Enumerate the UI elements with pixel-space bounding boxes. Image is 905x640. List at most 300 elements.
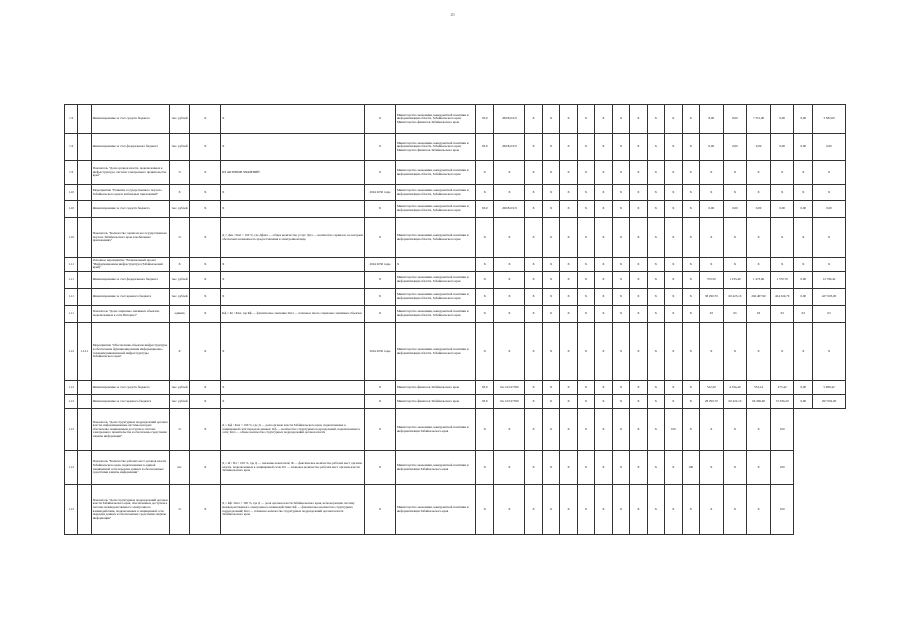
cell-x10: Х [682,185,699,201]
cell-x5: Х [595,451,612,485]
cell-x10: 100 [682,451,699,485]
cell-total: Х [812,258,845,272]
cell-x2: Х [542,272,559,289]
cell-subcode [78,218,91,258]
cell-y2024: 38 290,70 [699,289,723,306]
cell-x2: Х [542,409,559,451]
cell-x6: Х [612,306,629,323]
cell-x2: Х [542,201,559,218]
cell-total: Х [812,161,845,185]
cell-x3: Х [560,134,577,161]
cell-budget-code: Х [494,451,525,485]
cell-y2028: 0,00 [794,289,812,306]
cell-code: 1.10 [65,201,78,218]
cell-total: 0,00 [812,134,845,161]
cell-x5: Х [595,258,612,272]
cell-x9: Х [665,272,682,289]
cell-period: Х [365,218,396,258]
table-row [65,185,846,201]
cell-x8: Х [647,409,664,451]
cell-subcode [78,161,91,185]
cell-x6: Х [612,134,629,161]
table-row [65,201,846,218]
cell-formula: Кф = Кс / Кпл, где Кф — фактическое значение; Кпл — плановое число социально значимых объектов [221,306,365,323]
cell-subcode [78,306,91,323]
cell-code: 1.12 [65,409,78,451]
cell-y2027: Х [770,161,794,185]
cell-formula-type: Х [190,161,221,185]
cell-x1: Х [525,161,542,185]
cell-y2025: Х [723,485,747,535]
cell-code: 1.12 [65,381,78,395]
cell-ministry-code: Х [475,409,493,451]
cell-x7: Х [630,323,647,381]
cell-formula-type: Х [190,201,221,218]
cell-x2: Х [542,323,559,381]
cell-x6: Х [612,258,629,272]
cell-ministry-code: Х [475,185,493,201]
cell-budget-code: 04.1.03.27590 [494,381,525,395]
cell-x1: Х [525,381,542,395]
cell-x8: Х [647,306,664,323]
cell-subcode [78,381,91,395]
cell-x3: Х [560,395,577,409]
cell-x4: Х [577,105,594,134]
cell-period: 2024 2030 годы [365,258,396,272]
cell-formula: Х [221,289,365,306]
cell-budget-code: Х [494,485,525,535]
cell-subcode [78,395,91,409]
cell-x8: Х [647,395,664,409]
cell-y2026: 66 396,60 [747,395,771,409]
cell-y2028: 0,00 [794,395,812,409]
cell-x5: Х [595,201,612,218]
cell-x4: Х [577,485,594,535]
cell-unit: % [169,409,190,451]
cell-code: 1.12 [65,323,78,381]
cell-x9: Х [665,134,682,161]
cell-y2026: Х [747,218,771,258]
cell-x8: Х [647,381,664,395]
cell-x8: Х [647,201,664,218]
cell-x9: Х [665,289,682,306]
cell-budget-code: 269/8,0/2/9 [494,134,525,161]
cell-y2027: Х [770,185,794,201]
table-row [65,323,846,381]
cell-x1: Х [525,272,542,289]
cell-y2024: 370,50 [699,272,723,289]
cell-x5: Х [595,185,612,201]
cell-period: Х [365,485,396,535]
cell-x1: Х [525,218,542,258]
cell-x4: Х [577,185,594,201]
cell-formula-type: Х [190,306,221,323]
cell-x10: Х [682,272,699,289]
cell-name: Финансирование за счет краевого бюджета [91,395,169,409]
cell-code: 1.11 [65,289,78,306]
cell-ministry-code: 93,9 [475,395,493,409]
cell-x9: Х [665,395,682,409]
cell-unit: тыс. рублей [169,105,190,134]
cell-code: 1.10 [65,218,78,258]
cell-formula: Х [221,185,365,201]
cell-budget-code: 269/8,0/2/9 [494,105,525,134]
cell-formula-type: Х [190,395,221,409]
cell-x6: Х [612,185,629,201]
cell-executor: Министерство экономики, конкурентной политики и информатизации области, Забайкальского края [395,323,475,381]
cell-formula: Х [221,201,365,218]
cell-y2027: 0,00 [770,105,794,134]
cell-total: 12 790,42 [812,272,845,289]
cell-x6: Х [612,323,629,381]
cell-x8: Х [647,105,664,134]
cell-x3: Х [560,409,577,451]
cell-total: 0,00 [812,201,845,218]
cell-executor: Министерство экономики, конкурентной политики и информатизации области, Забайкальского края; Министерство финансов Забайкальского края [395,105,475,134]
cell-unit: тыс. рублей [169,272,190,289]
cell-subcode [78,134,91,161]
cell-x4: Х [577,258,594,272]
cell-x4: Х [577,134,594,161]
cell-formula: Х [221,134,365,161]
cell-y2027: 100 [770,485,794,535]
cell-x7: Х [630,306,647,323]
cell-x1: Х [525,395,542,409]
cell-y2028: Х [794,185,812,201]
cell-y2025: 60 422,10 [723,395,747,409]
cell-period: Х [365,381,396,395]
cell-name: Показатель "Доля социально значимых объектов, подключенных к сети Интернет" [91,306,169,323]
cell-unit: % [169,161,190,185]
cell-subcode [78,185,91,201]
cell-x10: Х [682,381,699,395]
cell-x2: Х [542,485,559,535]
cell-x6: Х [612,485,629,535]
table-row [65,272,846,289]
cell-x7: Х [630,381,647,395]
cell-ministry-code: Х [475,451,493,485]
cell-x3: Х [560,306,577,323]
cell-x1: Х [525,201,542,218]
cell-x6: Х [612,161,629,185]
cell-executor: Министерство финансов Забайкальского края [395,395,475,409]
cell-ministry-code: Х [475,306,493,323]
cell-x6: Х [612,289,629,306]
cell-formula-type: Х [190,485,221,535]
cell-y2024: 28 290,70 [699,395,723,409]
cell-x10: Х [682,485,699,535]
cell-total: Х [812,185,845,201]
cell-y2025: Х [723,185,747,201]
cell-x2: Х [542,134,559,161]
cell-x9: Х [665,323,682,381]
cell-ministry-code: 93,9 [475,134,493,161]
cell-period: Х [365,395,396,409]
cell-y2028: Х [794,258,812,272]
table-row [65,258,846,272]
cell-name: Финансирование за счет средств бюджета [91,105,169,134]
cell-x7: Х [630,134,647,161]
cell-x4: Х [577,323,594,381]
cell-x1: Х [525,258,542,272]
cell-x1: Х [525,185,542,201]
cell-budget-code: Х [494,306,525,323]
cell-ministry-code: Х [475,218,493,258]
cell-x4: Х [577,218,594,258]
cell-code: 1.12 [65,395,78,409]
cell-y2028: 63 [794,306,812,323]
cell-budget-code: Х [494,272,525,289]
cell-y2025: 8,00 [723,105,747,134]
cell-x4: Х [577,289,594,306]
cell-x8: Х [647,485,664,535]
cell-x7: Х [630,185,647,201]
cell-y2027: Х [770,218,794,258]
cell-formula: Х [221,258,365,272]
cell-y2026: Х [747,258,771,272]
cell-executor: Министерство экономики, конкурентной политики и информатизации области, Забайкальского края [395,306,475,323]
cell-x3: Х [560,451,577,485]
cell-x7: Х [630,258,647,272]
cell-subcode [78,258,91,272]
cell-period: Х [365,201,396,218]
cell-formula: Х [221,395,365,409]
cell-x8: Х [647,451,664,485]
cell-x9: Х [665,185,682,201]
cell-x5: Х [595,134,612,161]
cell-executor: Министерство экономики, конкурентной политики и информатизации области, Забайкальского края [395,218,475,258]
cell-formula: Х [221,105,365,134]
cell-ministry-code: Х [475,272,493,289]
cell-ministry-code: Х [475,485,493,535]
cell-x6: Х [612,201,629,218]
cell-y2027: 0,00 [770,201,794,218]
cell-y2026: Х [747,409,771,451]
cell-x3: Х [560,289,577,306]
cell-x2: Х [542,218,559,258]
cell-y2024: Х [699,323,723,381]
table-row [65,395,846,409]
cell-x4: Х [577,381,594,395]
cell-y2025: Х [723,218,747,258]
table-row [65,381,846,395]
cell-unit: Х [169,258,190,272]
cell-x7: Х [630,272,647,289]
cell-total: 63 [812,306,845,323]
program-table [64,104,846,535]
cell-x7: Х [630,409,647,451]
cell-total: Х [812,323,845,381]
cell-x5: Х [595,306,612,323]
cell-y2027: Х [770,258,794,272]
cell-x10: Х [682,306,699,323]
cell-y2024: Х [699,409,723,451]
cell-subcode [78,272,91,289]
table-body [65,105,846,535]
cell-subcode [78,201,91,218]
cell-x4: Х [577,306,594,323]
cell-x1: Х [525,323,542,381]
cell-x4: Х [577,409,594,451]
cell-y2024: 63 [699,306,723,323]
cell-y2024: 0,00 [699,134,723,161]
cell-code: 1.9 [65,134,78,161]
cell-unit: Х [169,323,190,381]
cell-code: 1.11 [65,306,78,323]
cell-y2024: Х [699,185,723,201]
cell-y2024: Х [699,485,723,535]
table-row [65,218,846,258]
cell-y2027: 100 [770,451,794,485]
cell-formula-type: Х [190,409,221,451]
cell-x1: Х [525,451,542,485]
cell-x5: Х [595,289,612,306]
cell-executor: Министерство экономики, конкурентной политики и информатизации области, Забайкальского края [395,272,475,289]
cell-x2: Х [542,289,559,306]
cell-unit: тыс. рублей [169,381,190,395]
cell-total: 3 582,00 [812,105,845,134]
cell-formula: Д = Kф / Kпл × 100 %, где Д — доля органов власти Забайкальского края, подключенных к защищенной сети передачи данных; Kф — количество структурных подразделений, подключенных к сети; Kпл — общее количество структурных подразделений органов власти [221,409,365,451]
cell-x6: Х [612,451,629,485]
cell-budget-code: 04.1.03.27590 [494,395,525,409]
cell-x4: Х [577,451,594,485]
cell-name: Финансирование за счет краевого бюджета [91,289,169,306]
cell-x6: Х [612,381,629,395]
cell-x1: Х [525,409,542,451]
cell-x2: Х [542,381,559,395]
cell-x4: Х [577,395,594,409]
cell-y2025: Х [723,409,747,451]
cell-subcode [78,409,91,451]
cell-period: Х [365,451,396,485]
cell-y2028: 0,00 [794,105,812,134]
cell-y2027: 63 [770,306,794,323]
cell-y2024: Х [699,451,723,485]
cell-x3: Х [560,258,577,272]
cell-x8: Х [647,161,664,185]
cell-y2027: 0,00 [770,134,794,161]
cell-y2026: Х [747,451,771,485]
cell-executor: Министерство экономики, конкурентной политики и информатизации области, Забайкальского края; Министерство финансов Забайкальского края [395,134,475,161]
cell-x6: Х [612,395,629,409]
cell-budget-code: 269/8,0/2/9 [494,201,525,218]
cell-executor: Министерство экономики, конкурентной политики и информатизации области, Забайкальского края [395,161,475,185]
cell-budget-code: Х [494,218,525,258]
cell-unit: тыс. рублей [169,134,190,161]
cell-budget-code: Х [494,185,525,201]
cell-x7: Х [630,218,647,258]
cell-name: Финансирование за счет федерального бюджета [91,272,169,289]
cell-y2025: 1 233,40 [723,272,747,289]
cell-x4: Х [577,272,594,289]
cell-executor: Министерство экономики, конкурентной политики и информатизации Забайкальского края [395,485,475,535]
cell-x3: Х [560,323,577,381]
cell-total: 5 989,42 [812,381,845,395]
cell-x1: Х [525,289,542,306]
cell-total: Х [812,218,845,258]
cell-formula-type: Х [190,289,221,306]
cell-x3: Х [560,218,577,258]
cell-x9: Х [665,218,682,258]
cell-name: Мероприятие "Развитие государственного портала Забайкальского края и мобильных приложений" [91,185,169,201]
cell-formula-type: Х [190,185,221,201]
cell-unit: % [169,218,190,258]
cell-ministry-code: Х [475,289,493,306]
cell-period: Х [365,306,396,323]
cell-x5: Х [595,395,612,409]
cell-executor: Министерство экономики, конкурентной политики и информатизации области, Забайкальского края [395,289,475,306]
cell-x3: Х [560,161,577,185]
cell-x6: Х [612,272,629,289]
table-row [65,451,846,485]
cell-y2025: 60 423,10 [723,289,747,306]
cell-x7: Х [630,395,647,409]
cell-x8: Х [647,272,664,289]
cell-x8: Х [647,218,664,258]
cell-x3: Х [560,381,577,395]
cell-y2026: 1 473,60 [747,272,771,289]
cell-y2025: 63 [723,306,747,323]
cell-name: Финансирование за счет средств бюджета [91,381,169,395]
cell-y2026: Х [747,161,771,185]
cell-formula: Х [221,381,365,395]
cell-y2027: 100 [770,409,794,451]
cell-x3: Х [560,105,577,134]
cell-x8: Х [647,134,664,161]
cell-ministry-code: Х [475,258,493,272]
cell-x8: Х [647,185,664,201]
cell-x9: Х [665,201,682,218]
cell-y2027: 424 324,70 [770,289,794,306]
cell-x9: Х [665,381,682,395]
cell-formula-type: Х [190,105,221,134]
cell-code: 1.11 [65,258,78,272]
cell-period: Х [365,161,396,185]
page-number: 20 [450,12,455,17]
table-row [65,485,846,535]
cell-name: Показатель "Доля структурных подразделений органов власти, информационные системы которых обеспечены защищенным доступом к системе электронного правительства и обеспечены средствами защиты информации" [91,409,169,451]
cell-x9: Х [665,306,682,323]
cell-unit: тыс. рублей [169,395,190,409]
cell-code: 1.12 [65,451,78,485]
cell-x2: Х [542,451,559,485]
cell-name: Основное мероприятие "Региональный проект "Информационная инфраструктура (Забайкальский край)" [91,258,169,272]
cell-x10: Х [682,395,699,409]
cell-period: Х [365,289,396,306]
cell-unit: тыс. рублей [169,289,190,306]
cell-x5: Х [595,105,612,134]
cell-x8: Х [647,289,664,306]
cell-ministry-code: Х [475,161,493,185]
cell-y2026: 553,14 [747,381,771,395]
cell-subcode [78,451,91,485]
cell-unit: тыс. рублей [169,201,190,218]
cell-formula: Х [221,272,365,289]
cell-y2028: Х [794,161,812,185]
cell-period: Х [365,105,396,134]
cell-name: Показатель "Доля органов власти, подключенных к инфраструктуре, системе электронного правительства края" [91,161,169,185]
cell-x3: Х [560,201,577,218]
cell-period: 2024 2030 годы [365,185,396,201]
cell-name: Показатель "Количество рабочих мест органов власти Забайкальского края, подключенных к единой защищенной сети передачи данных и обеспеченных средствами защиты информации" [91,451,169,485]
cell-y2028: 0,00 [794,272,812,289]
cell-x7: Х [630,485,647,535]
cell-x9: Х [665,451,682,485]
cell-x2: Х [542,161,559,185]
cell-x2: Х [542,258,559,272]
cell-y2024: 0,00 [699,201,723,218]
cell-ministry-code: Х [475,323,493,381]
